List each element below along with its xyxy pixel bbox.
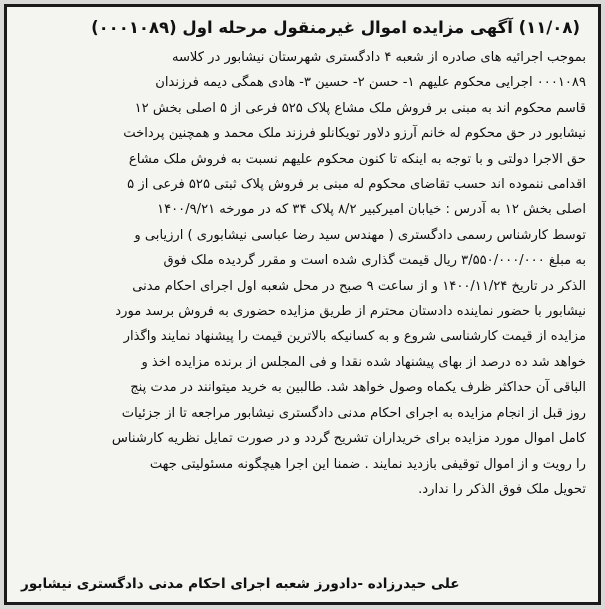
notice-line: ۰۰۰۱۰۸۹ اجرایی محکوم علیهم ۱- حسن ۲- حسین ۳- هادی همگی دیمه فرزندان: [155, 75, 586, 91]
notice-title: (۱۱/۰۸) آگهی مزایده اموال غیرمنقول مرحله اول (۰۰۰۱۰۸۹): [91, 18, 580, 37]
notice-line: توسط کارشناس رسمی دادگستری ( مهندس سید رضا عباسی نیشابوری ) ارزیابی و: [134, 227, 586, 243]
notice-signature: علی حیدرزاده -دادورز شعبه اجرای احکام مدنی دادگستری نیشابور: [21, 576, 460, 592]
notice-line: کامل اموال مورد مزایده برای خریداران تشریح گردد و در صورت تمایل نظریه کارشناس: [111, 431, 586, 447]
notice-body: [21, 45, 586, 502]
notice-line: الذکر در تاریخ ۱۴۰۰/۱۱/۲۴ و از ساعت ۹ صبح در محل شعبه اول اجرای احکام مدنی: [132, 278, 586, 294]
notice-line: مزایده از قیمت کارشناسی شروع و به کسانیکه بالاترین قیمت را پیشنهاد نمایند واگذار: [123, 329, 586, 345]
notice-line: حق الاجرا دولتی و با توجه به اینکه تا کنون محکوم علیهم نسبت به فروش ملک مشاع: [128, 151, 586, 167]
notice-line: نیشابور در حق محکوم له خانم آرزو دلاور تویکانلو فرزند ملک محمد و همچنین پرداخت: [123, 126, 586, 142]
notice-line: الباقی آن حداکثر ظرف یکماه وصول خواهد شد. طالبین به خرید میتوانند در مدت پنج: [130, 380, 586, 396]
notice-line: تحویل ملک فوق الذکر را ندارد.: [418, 481, 586, 497]
notice-line: به مبلغ ۳/۵۵۰/۰۰۰/۰۰۰ ریال قیمت گذاری شده است و مقرر گردیده ملک فوق: [163, 253, 586, 269]
notice-line: قاسم محکوم اند به مبنی بر فروش ملک مشاع پلاک ۵۲۵ فرعی از ۵ اصلی بخش ۱۲: [134, 100, 586, 116]
notice-line: اقدامی ننموده اند حسب تقاضای محکوم له مبنی بر فروش پلاک ثبتی ۵۲۵ فرعی از ۵: [127, 177, 586, 193]
notice-line: روز قبل از انجام مزایده به اجرای احکام مدنی دادگستری نیشابور مراجعه تا از جزئیات: [121, 405, 586, 421]
auction-notice: [4, 4, 601, 605]
notice-line: را رویت و از اموال توقیفی بازدید نمایند . ضمنا این اجرا هیچگونه مسئولیتی جهت: [149, 456, 586, 472]
notice-line: نیشابور با حضور نماینده دادستان محترم از طریق مزایده حضوری به فروش برسد مورد: [115, 304, 586, 320]
notice-line: بموجب اجرائیه های صادره از شعبه ۴ دادگستری شهرستان نیشابور در کلاسه: [171, 50, 586, 65]
notice-line: خواهد شد ده درصد از بهای پیشنهاد شده نقدا و فی المجلس از برنده مزایده اخذ و: [141, 354, 586, 370]
notice-line: اصلی بخش ۱۲ به آدرس : خیابان امیرکبیر ۸/۲ پلاک ۳۴ که در مورخه ۱۴۰۰/۹/۲۱: [157, 202, 586, 218]
